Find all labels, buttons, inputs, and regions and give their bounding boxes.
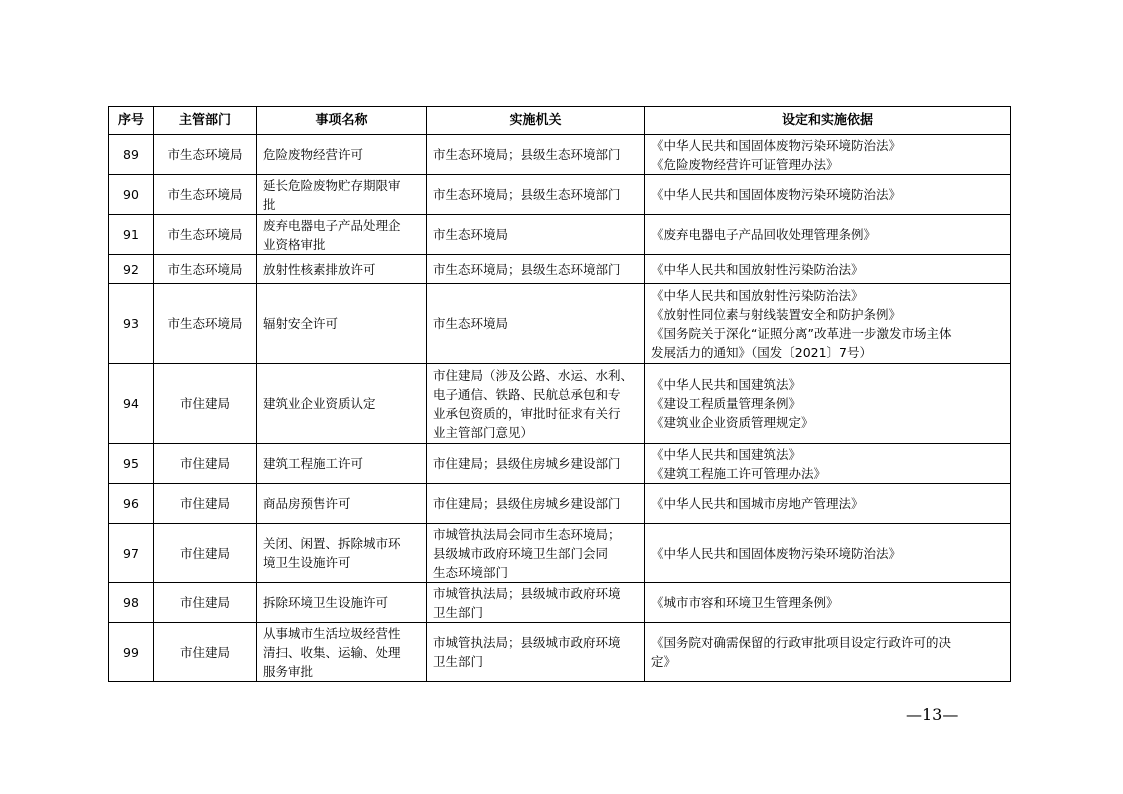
- cell-item-name: [257, 215, 427, 255]
- cell-legal-basis: [645, 444, 1011, 484]
- cell-line: 县级城市政府环境卫生部门会同: [433, 545, 609, 561]
- table-row: [109, 364, 1011, 444]
- cell-line: 危险废物经营许可: [263, 147, 364, 162]
- cell-line: 卫生部门: [433, 654, 484, 669]
- cell-legal-basis: [645, 583, 1011, 623]
- cell-line: 市住建局；县级住房城乡建设部门: [433, 456, 621, 471]
- cell-line: 《放射性同位素与射线装置安全和防护条例》: [651, 306, 902, 322]
- cell-item-name: [257, 135, 427, 175]
- cell-department: 市生态环境局: [154, 255, 257, 284]
- cell-serial-no: 94: [109, 364, 154, 444]
- cell-line: 《中华人民共和国放射性污染防治法》: [651, 261, 864, 277]
- header-item-name: 事项名称: [257, 107, 427, 135]
- cell-line: 生态环境部门: [433, 564, 509, 580]
- table-row: [109, 284, 1011, 364]
- cell-department: 市住建局: [154, 583, 257, 623]
- cell-serial-no: 95: [109, 444, 154, 484]
- header-department: 主管部门: [154, 107, 257, 135]
- cell-serial-no: 92: [109, 255, 154, 284]
- cell-line: 《中华人民共和国城市房地产管理法》: [651, 496, 864, 511]
- cell-item-name: [257, 524, 427, 583]
- cell-line: 清扫、收集、运输、处理: [263, 644, 401, 660]
- cell-line: 《危险废物经营许可证管理办法》: [651, 156, 839, 172]
- cell-line: 市城管执法局会同市生态环境局；: [433, 526, 621, 542]
- cell-line: 放射性核素排放许可: [263, 261, 376, 277]
- cell-implementing-agency: [427, 175, 645, 215]
- cell-department: 市生态环境局: [154, 215, 257, 255]
- cell-line: 延长危险废物贮存期限审: [263, 177, 401, 193]
- cell-item-name: [257, 583, 427, 623]
- cell-implementing-agency: [427, 215, 645, 255]
- cell-department: 市住建局: [154, 484, 257, 524]
- cell-line: 卫生部门: [433, 604, 484, 620]
- cell-line: 从事城市生活垃圾经营性: [263, 625, 401, 641]
- cell-line: 《建筑工程施工许可管理办法》: [651, 465, 827, 481]
- cell-implementing-agency: [427, 255, 645, 284]
- cell-department: 市生态环境局: [154, 175, 257, 215]
- cell-line: 业主管部门意见）: [433, 424, 534, 440]
- table-row: [109, 135, 1011, 175]
- table-row: [109, 444, 1011, 484]
- cell-line: 《城市市容和环境卫生管理条例》: [651, 595, 839, 610]
- cell-line: 市生态环境局；县级生态环境部门: [433, 147, 621, 162]
- cell-line: 辐射安全许可: [263, 316, 339, 331]
- cell-legal-basis: [645, 484, 1011, 524]
- cell-line: 境卫生设施许可: [263, 555, 351, 570]
- cell-line: 《建设工程质量管理条例》: [651, 396, 802, 411]
- cell-line: 《建筑业企业资质管理规定》: [651, 415, 814, 430]
- cell-serial-no: 98: [109, 583, 154, 623]
- cell-implementing-agency: [427, 444, 645, 484]
- cell-line: 《中华人民共和国建筑法》: [651, 446, 802, 462]
- cell-line: 《中华人民共和国建筑法》: [651, 377, 802, 392]
- cell-line: 市住建局；县级住房城乡建设部门: [433, 496, 621, 511]
- page-number: —13—: [906, 705, 959, 724]
- cell-item-name: [257, 623, 427, 682]
- cell-legal-basis: [645, 215, 1011, 255]
- cell-item-name: [257, 364, 427, 444]
- cell-line: 建筑工程施工许可: [263, 456, 364, 471]
- cell-implementing-agency: [427, 583, 645, 623]
- cell-line: 业资格审批: [263, 236, 326, 252]
- cell-serial-no: 97: [109, 524, 154, 583]
- cell-line: 市生态环境局；县级生态环境部门: [433, 261, 621, 277]
- cell-department: 市住建局: [154, 364, 257, 444]
- cell-legal-basis: [645, 364, 1011, 444]
- cell-department: 市住建局: [154, 444, 257, 484]
- cell-line: 市生态环境局；县级生态环境部门: [433, 187, 621, 202]
- table-row: [109, 215, 1011, 255]
- cell-legal-basis: [645, 284, 1011, 364]
- cell-department: 市生态环境局: [154, 284, 257, 364]
- cell-line: 市城管执法局；县级城市政府环境: [433, 585, 621, 601]
- cell-item-name: [257, 284, 427, 364]
- cell-line: 市住建局（涉及公路、水运、水利、: [433, 367, 634, 383]
- cell-serial-no: 89: [109, 135, 154, 175]
- cell-legal-basis: [645, 524, 1011, 583]
- cell-line: 《中华人民共和国固体废物污染环境防治法》: [651, 137, 902, 153]
- cell-line: 《中华人民共和国放射性污染防治法》: [651, 287, 864, 303]
- cell-implementing-agency: [427, 135, 645, 175]
- header-serial-no: 序号: [109, 107, 154, 135]
- cell-line: 商品房预售许可: [263, 496, 351, 511]
- cell-item-name: [257, 175, 427, 215]
- cell-department: 市生态环境局: [154, 135, 257, 175]
- cell-line: 市城管执法局；县级城市政府环境: [433, 635, 621, 650]
- cell-line: 拆除环境卫生设施许可: [263, 595, 389, 610]
- cell-line: 市生态环境局: [433, 227, 509, 242]
- cell-implementing-agency: [427, 524, 645, 583]
- cell-item-name: [257, 484, 427, 524]
- table-row: [109, 623, 1011, 682]
- cell-implementing-agency: [427, 364, 645, 444]
- table-row: [109, 484, 1011, 524]
- cell-legal-basis: [645, 135, 1011, 175]
- cell-line: 定》: [651, 654, 677, 669]
- cell-legal-basis: [645, 255, 1011, 284]
- cell-line: 发展活力的通知》（国发〔2021〕7号）: [651, 344, 873, 360]
- cell-serial-no: 90: [109, 175, 154, 215]
- cell-serial-no: 91: [109, 215, 154, 255]
- cell-item-name: [257, 444, 427, 484]
- cell-line: 《中华人民共和国固体废物污染环境防治法》: [651, 545, 902, 561]
- cell-line: 《废弃电器电子产品回收处理管理条例》: [651, 227, 877, 242]
- table-row: [109, 255, 1011, 284]
- cell-line: 市生态环境局: [433, 316, 509, 331]
- cell-implementing-agency: [427, 623, 645, 682]
- cell-line: 业承包资质的，审批时征求有关行: [433, 405, 621, 421]
- cell-serial-no: 96: [109, 484, 154, 524]
- cell-implementing-agency: [427, 284, 645, 364]
- cell-item-name: [257, 255, 427, 284]
- cell-department: 市住建局: [154, 524, 257, 583]
- permit-table: [108, 106, 1011, 682]
- cell-line: 《中华人民共和国固体废物污染环境防治法》: [651, 187, 902, 202]
- cell-line: 废弃电器电子产品处理企: [263, 217, 401, 233]
- table-header-row: [109, 107, 1011, 135]
- cell-legal-basis: [645, 623, 1011, 682]
- cell-line: 《国务院关于深化“证照分离”改革进一步激发市场主体: [651, 325, 952, 341]
- cell-line: 关闭、闲置、拆除城市环: [263, 536, 401, 551]
- table-row: [109, 175, 1011, 215]
- cell-line: 批: [263, 196, 276, 212]
- cell-line: 建筑业企业资质认定: [263, 396, 376, 411]
- table-row: [109, 583, 1011, 623]
- header-implementing-agency: 实施机关: [427, 107, 645, 135]
- cell-line: 服务审批: [263, 663, 314, 679]
- cell-legal-basis: [645, 175, 1011, 215]
- cell-serial-no: 99: [109, 623, 154, 682]
- cell-department: 市住建局: [154, 623, 257, 682]
- cell-line: 《国务院对确需保留的行政审批项目设定行政许可的决: [651, 635, 952, 650]
- cell-line: 电子通信、铁路、民航总承包和专: [433, 386, 621, 402]
- table-row: [109, 524, 1011, 583]
- header-legal-basis: 设定和实施依据: [645, 107, 1011, 135]
- cell-serial-no: 93: [109, 284, 154, 364]
- cell-implementing-agency: [427, 484, 645, 524]
